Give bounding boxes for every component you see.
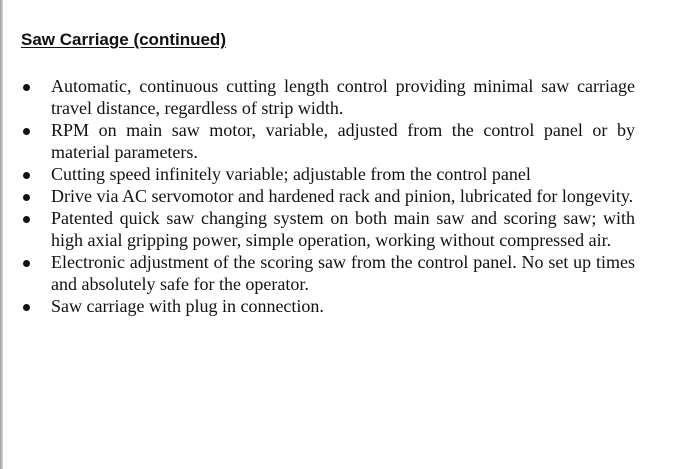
- bullet-icon: [23, 194, 30, 201]
- list-item-text: Cutting speed infinitely variable; adjustable from the control panel: [51, 164, 531, 184]
- list-item: [20, 75, 635, 119]
- list-item-text: Electronic adjustment of the scoring saw from the control panel. No set up times and absolutely safe for the operator.: [51, 252, 635, 294]
- section-heading: Saw Carriage (continued): [21, 30, 226, 49]
- list-item-text: Saw carriage with plug in connection.: [51, 296, 324, 316]
- list-item: [20, 295, 635, 317]
- bullet-icon: [23, 172, 30, 179]
- bullet-icon: [23, 260, 30, 267]
- scan-edge: [0, 0, 3, 469]
- list-item: [20, 163, 635, 185]
- bullet-icon: [23, 128, 30, 135]
- list-item: [20, 207, 635, 251]
- bullet-icon: [23, 216, 30, 223]
- bullet-icon: [23, 304, 30, 311]
- list-item-text: Automatic, continuous cutting length control providing minimal saw carriage travel distance, regardless of strip width.: [51, 76, 635, 118]
- feature-list: [20, 75, 635, 317]
- bullet-icon: [23, 84, 30, 91]
- list-item: [20, 119, 635, 163]
- list-item-text: Patented quick saw changing system on both main saw and scoring saw; with high axial gripping power, simple operation, working without compressed air.: [51, 208, 635, 250]
- list-item-text: Drive via AC servomotor and hardened rack and pinion, lubricated for longevity.: [51, 186, 634, 206]
- list-item: [20, 251, 635, 295]
- list-item: [20, 185, 635, 207]
- list-item-text: RPM on main saw motor, variable, adjusted from the control panel or by material parameters.: [51, 120, 635, 162]
